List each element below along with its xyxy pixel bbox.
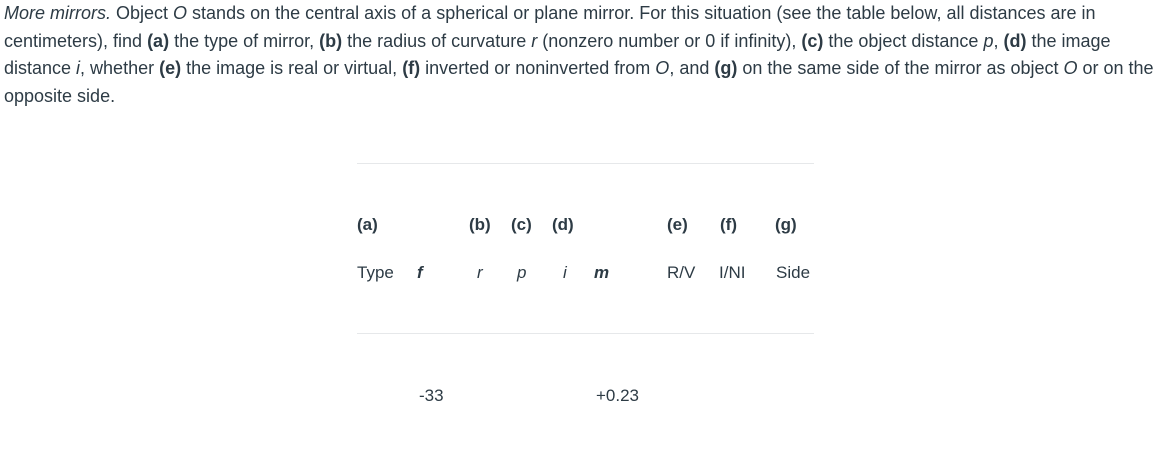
problem-text: inverted or noninverted from	[420, 58, 656, 78]
problem-text: the object distance	[823, 30, 984, 51]
problem-text: (nonzero number or 0 if infinity),	[537, 30, 802, 51]
magnification-value: +0.23	[596, 386, 640, 405]
part-label-g: (g)	[714, 58, 738, 78]
object-symbol: O	[173, 3, 188, 23]
header-part-a: (a)	[357, 215, 378, 234]
problem-text: or on the opposite side.	[4, 58, 1154, 106]
part-label-f: (f)	[402, 58, 421, 78]
header-part-f: (f)	[720, 215, 737, 234]
problem-text: the radius of curvature	[342, 30, 532, 51]
image-distance-symbol: i	[76, 58, 81, 78]
column-type: Type	[357, 263, 394, 282]
problem-text: , and	[669, 58, 715, 78]
header-part-b: (b)	[469, 215, 491, 234]
column-real-virtual: R/V	[667, 263, 696, 282]
focal-length-value: -33	[419, 386, 444, 405]
column-inverted: I/NI	[719, 263, 746, 282]
header-part-g: (g)	[775, 215, 797, 234]
column-radius: r	[477, 263, 483, 282]
table-top-divider	[357, 163, 814, 164]
part-label-c: (c)	[801, 30, 824, 51]
problem-text: the type of mirror,	[169, 30, 320, 51]
problem-text: on the same side of the mirror as object	[737, 58, 1064, 78]
column-side: Side	[776, 263, 811, 282]
problem-statement	[4, 0, 1170, 110]
problem-text: , whether	[80, 58, 160, 78]
column-magnification: m	[594, 263, 610, 282]
problem-text: the image distance	[4, 30, 1111, 78]
part-label-d: (d)	[1003, 30, 1027, 51]
problem-text: ,	[993, 30, 1004, 51]
part-label-a: (a)	[147, 30, 170, 51]
problem-text: stands on the central axis of a spherical or plane mirror. For this situation (see the table below, all distances are in centimeters), find	[4, 3, 1096, 51]
problem-title: More mirrors.	[4, 3, 111, 23]
column-image-distance: i	[563, 263, 567, 282]
column-focal-length: f	[417, 263, 423, 282]
problem-text: the image is real or virtual,	[181, 58, 403, 78]
object-symbol: O	[655, 58, 670, 78]
object-distance-symbol: p	[983, 30, 994, 51]
radius-symbol: r	[531, 30, 538, 51]
header-part-e: (e)	[667, 215, 688, 234]
problem-text: Object	[111, 3, 174, 23]
table-divider	[357, 333, 814, 334]
part-label-b: (b)	[319, 30, 343, 51]
part-label-e: (e)	[159, 58, 182, 78]
header-part-c: (c)	[511, 215, 532, 234]
header-part-d: (d)	[552, 215, 574, 234]
object-symbol: O	[1063, 58, 1078, 78]
column-object-distance: p	[517, 263, 527, 282]
